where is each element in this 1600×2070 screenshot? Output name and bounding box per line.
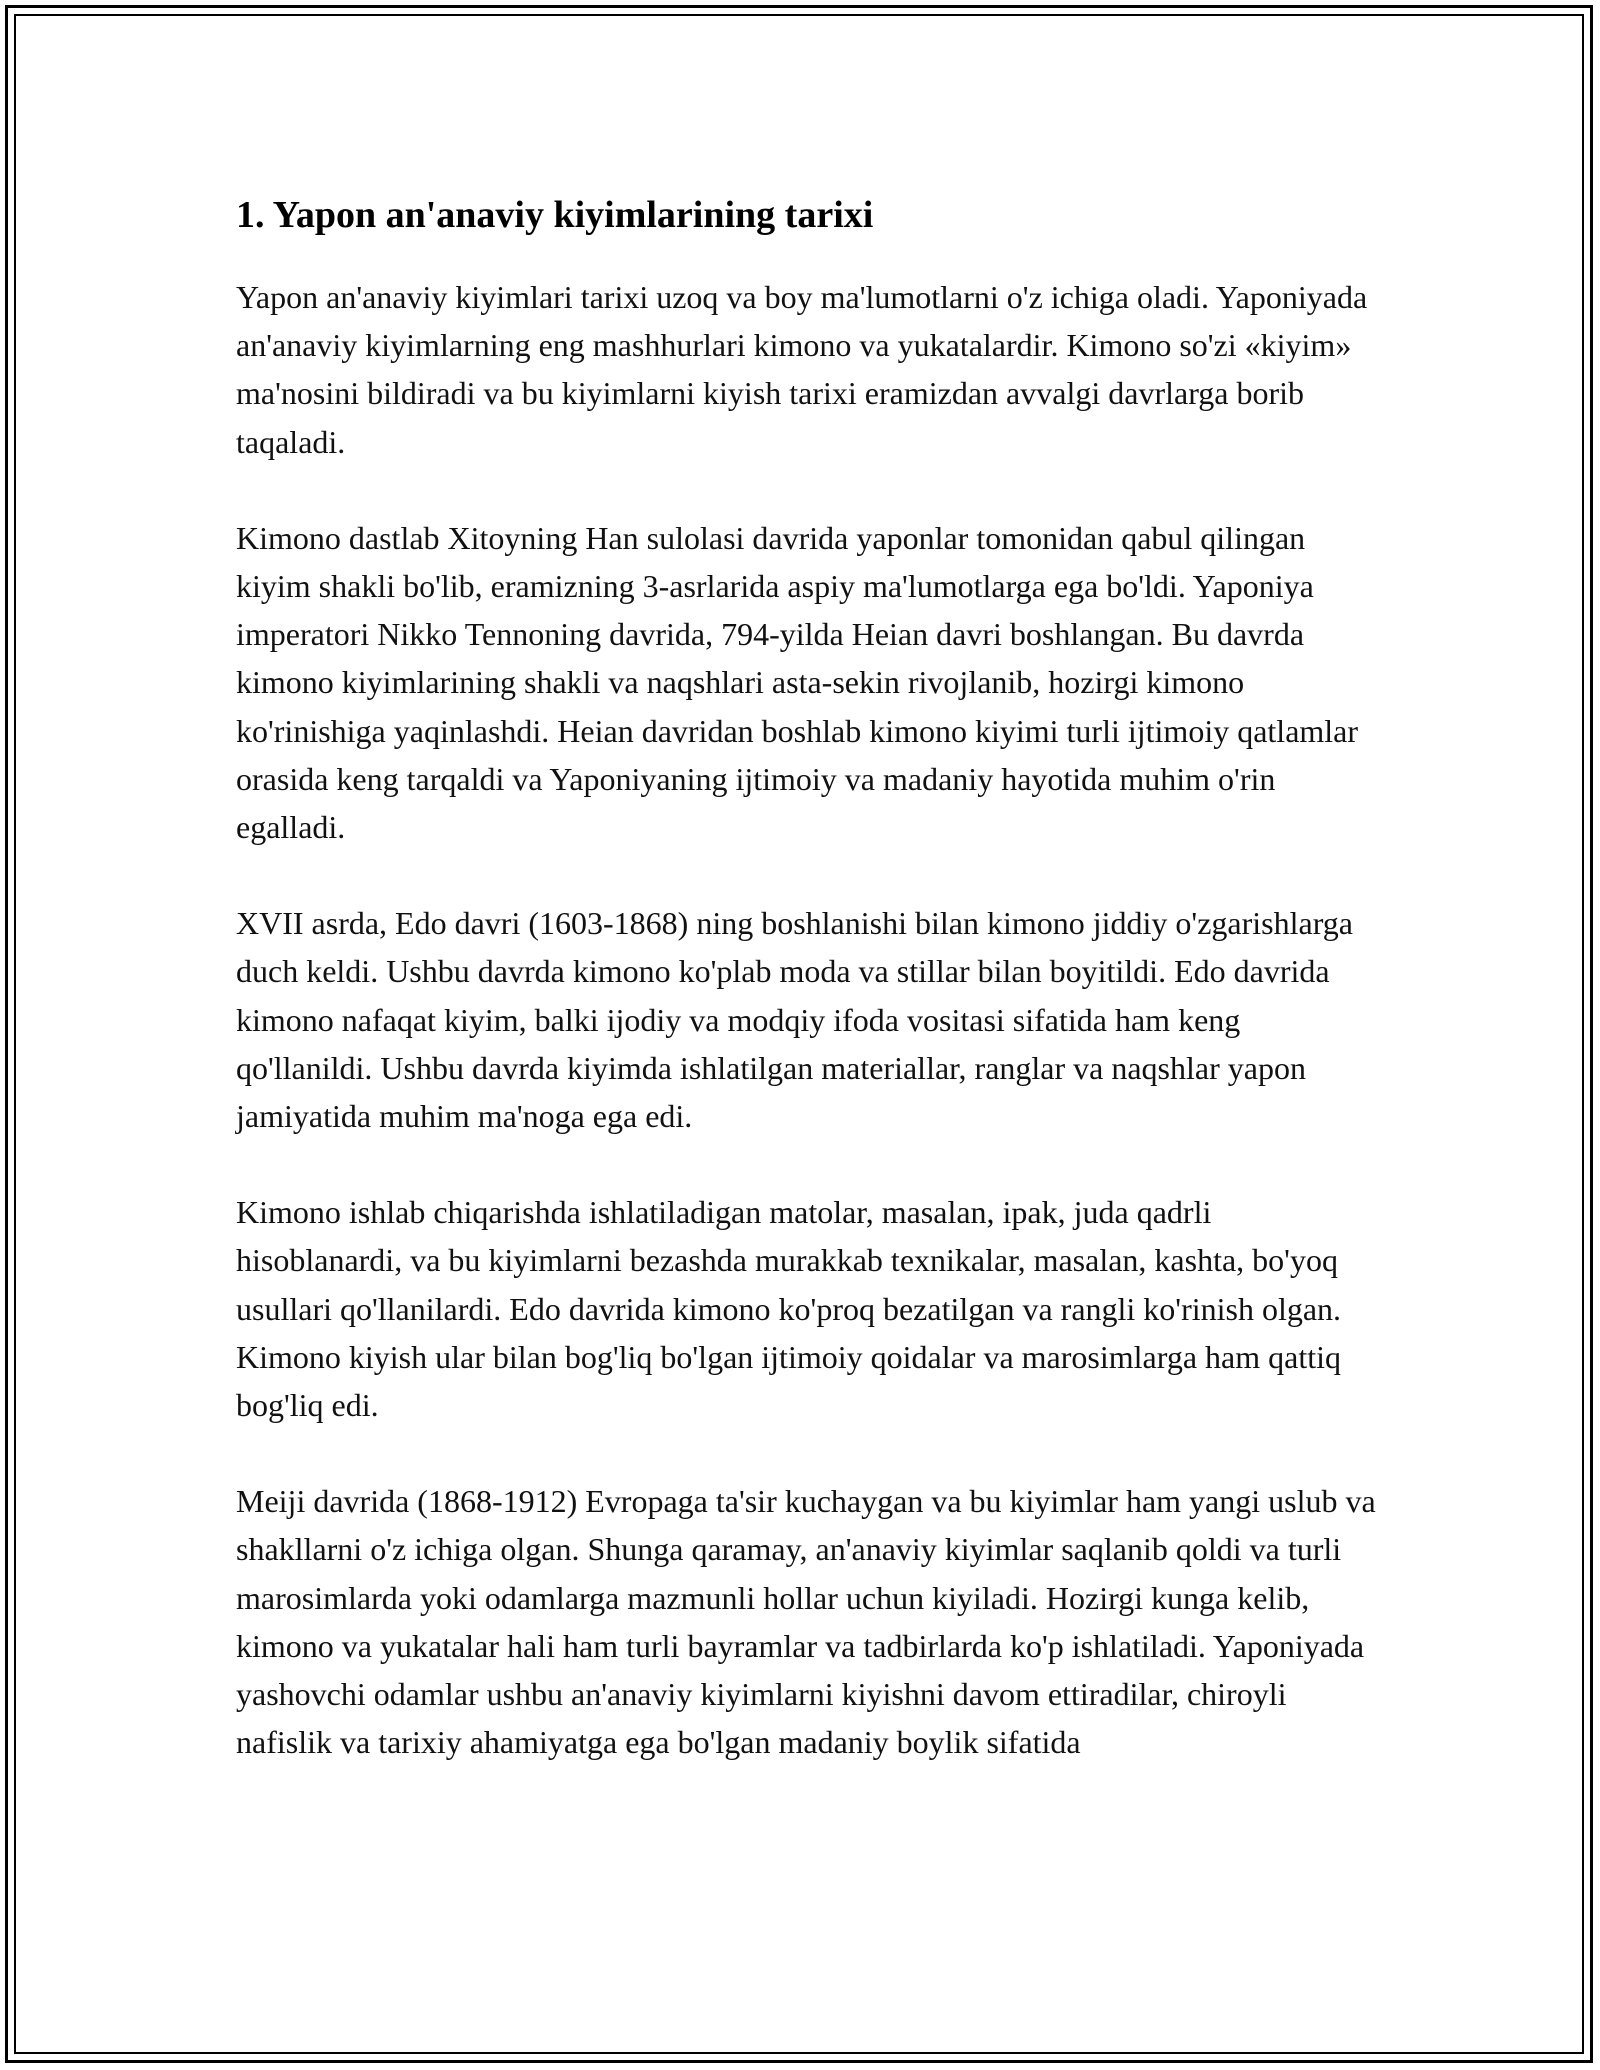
section-heading: 1. Yapon an'anaviy kiyimlarining tarixi xyxy=(236,194,874,236)
paragraph-5: Meiji davrida (1868-1912) Evropaga ta'sir kuchaygan va bu kiyimlar ham yangi uslub va shakllarni o'z ichiga olgan. Shunga qaramay, an'anaviy kiyimlar saqlanib qoldi va turli marosimlarda yoki odamlarga mazmunli hollar uchun kiyiladi. Hozirgi kunga kelib, kimono va yukatalar hali ham turli bayramlar va tadbirlarda ko'p ishlatiladi. Yaponiyada yashovchi odamlar ushbu an'anaviy kiyimlarni kiyishni davom ettiradilar, chiroyli nafislik va tarixiy ahamiyatga ega bo'lgan madaniy boylik sifatida xyxy=(236,1483,1376,1761)
paragraph-1: Yapon an'anaviy kiyimlari tarixi uzoq va boy ma'lumotlarni o'z ichiga oladi. Yaponiyada an'anaviy kiyimlarning eng mashhurlari kimono va yukatalardir. Kimono so'zi «kiyim» ma'nosini bildiradi va bu kiyimlarni kiyish tarixi eramizdan avvalgi davrlarga borib taqaladi. xyxy=(236,279,1368,460)
paragraph-3: XVII asrda, Edo davri (1603-1868) ning boshlanishi bilan kimono jiddiy o'zgarishlarga duch keldi. Ushbu davrda kimono ko'plab moda va stillar bilan boyitildi. Edo davrida kimono nafaqat kiyim, balki ijodiy va modqiy ifoda vositasi sifatida ham keng qo'llanildi. Ushbu davrda kiyimda ishlatilgan materiallar, ranglar va naqshlar yapon jamiyatida muhim ma'noga ega edi. xyxy=(236,905,1353,1135)
document-body xyxy=(236,187,1378,1766)
paragraph-4: Kimono ishlab chiqarishda ishlatiladigan matolar, masalan, ipak, juda qadrli hisoblanardi, va bu kiyimlarni bezashda murakkab texnikalar, masalan, kashta, bo'yoq usullari qo'llanilardi. Edo davrida kimono ko'proq bezatilgan va rangli ko'rinish olgan. Kimono kiyish ular bilan bog'liq bo'lgan ijtimoiy qoidalar va marosimlarga ham qattiq bog'liq edi. xyxy=(236,1194,1342,1424)
paragraph-2: Kimono dastlab Xitoyning Han sulolasi davrida yaponlar tomonidan qabul qilingan kiyim shakli bo'lib, eramizning 3-asrlarida aspiy ma'lumotlarga ega bo'ldi. Yaponiya imperatori Nikko Tennoning davrida, 794-yilda Heian davri boshlangan. Bu davrda kimono kiyimlarining shakli va naqshlari asta-sekin rivojlanib, hozirgi kimono ko'rinishiga yaqinlashdi. Heian davridan boshlab kimono kiyimi turli ijtimoiy qatlamlar orasida keng tarqaldi va Yaponiyaning ijtimoiy va madaniy hayotida muhim o'rin egalladi. xyxy=(236,519,1359,846)
